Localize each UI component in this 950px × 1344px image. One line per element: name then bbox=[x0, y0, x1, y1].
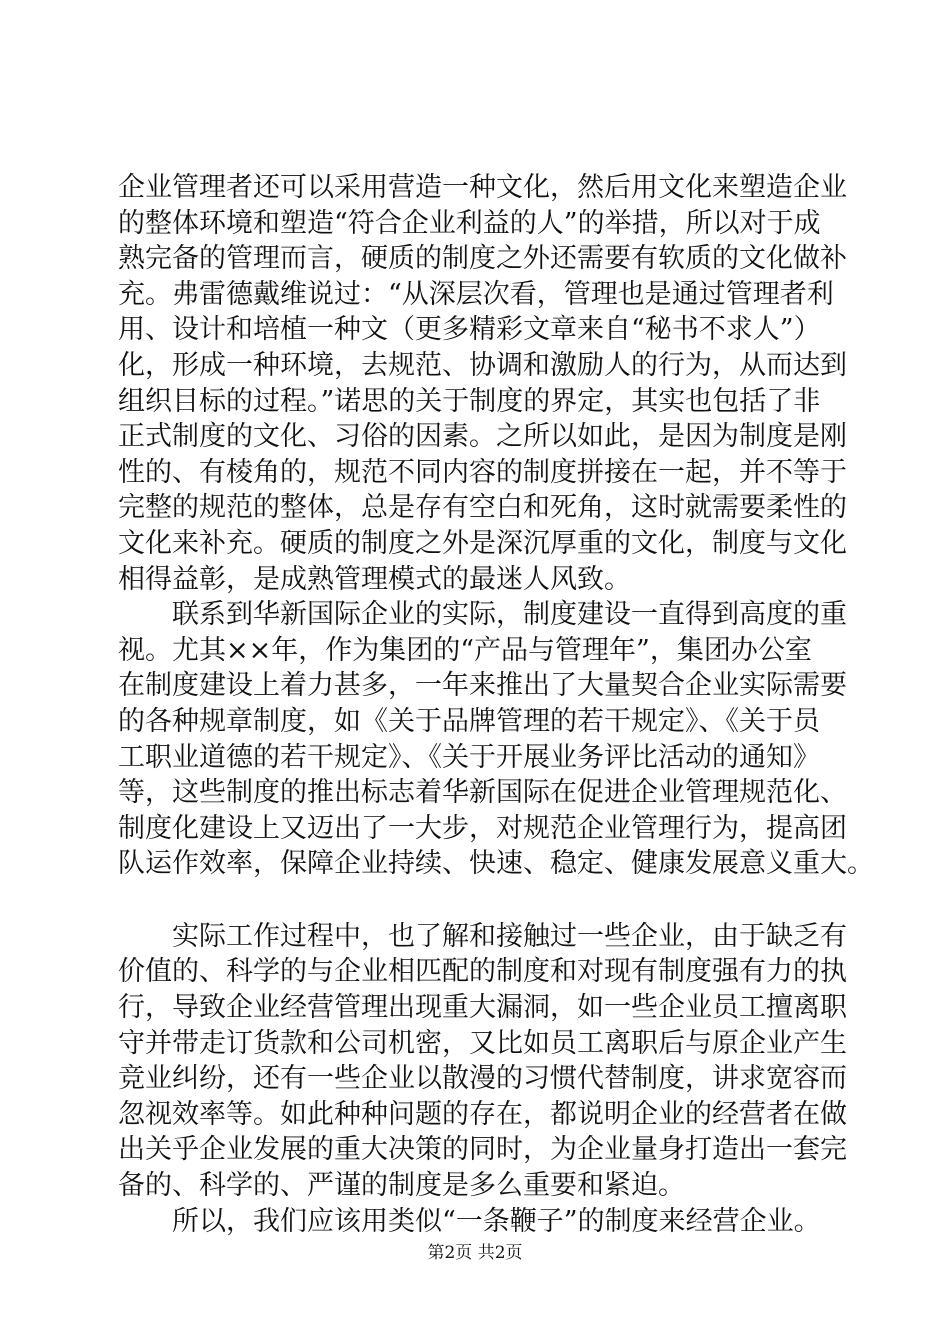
document-body bbox=[118, 170, 874, 1239]
text-line: 性的、有棱角的，规范不同内容的制度拼接在一起，并不等于 bbox=[118, 456, 847, 488]
text-line: 在制度建设上着力甚多，一年来推出了大量契合企业实际需要 bbox=[118, 670, 847, 702]
text-line: 等，这些制度的推出标志着华新国际在促进企业管理规范化、 bbox=[118, 777, 847, 809]
text-line: 队运作效率，保障企业持续、快速、稳定、健康发展意义重大。 bbox=[118, 848, 874, 880]
text-line: 价值的、科学的与企业相匹配的制度和对现有制度强有力的执 bbox=[118, 956, 847, 988]
text-line: 守并带走订货款和公司机密，又比如员工离职后与原企业产生 bbox=[118, 1027, 847, 1059]
text-line: 行，导致企业经营管理出现重大漏洞，如一些企业员工擅离职 bbox=[118, 992, 847, 1024]
text-line: 的各种规章制度，如《关于品牌管理的若干规定》、《关于员 bbox=[118, 705, 820, 737]
text-line: 制度化建设上又迈出了一大步，对规范企业管理行为，提高团 bbox=[118, 812, 847, 844]
text-line: 相得益彰，是成熟管理模式的最迷人风致。 bbox=[118, 563, 631, 595]
text-line: 实际工作过程中，也了解和接触过一些企业，由于缺乏有 bbox=[118, 920, 847, 952]
paragraph-gap bbox=[118, 882, 838, 919]
text-line: 熟完备的管理而言，硬质的制度之外还需要有软质的文化做补 bbox=[118, 243, 847, 275]
text-line: 文化来补充。硬质的制度之外是深沉厚重的文化，制度与文化 bbox=[118, 527, 847, 559]
text-line: 组织目标的过程。”诺思的关于制度的界定，其实也包括了非 bbox=[118, 385, 821, 417]
text-line: 出关乎企业发展的重大决策的同时，为企业量身打造出一套完 bbox=[118, 1134, 847, 1166]
page-number-footer: 第2页 共2页 bbox=[427, 1243, 523, 1263]
text-line: 竞业纠纷，还有一些企业以散漫的习惯代替制度，讲求宽容而 bbox=[118, 1063, 847, 1095]
text-line: 工职业道德的若干规定》、《关于开展业务评比活动的通知》 bbox=[118, 741, 820, 773]
text-line: 企业管理者还可以采用营造一种文化，然后用文化来塑造企业 bbox=[118, 172, 847, 203]
text-line: 视。尤其××年，作为集团的“产品与管理年”，集团办公室 bbox=[118, 634, 812, 666]
text-line: 联系到华新国际企业的实际，制度建设一直得到高度的重 bbox=[118, 599, 847, 631]
text-line: 完整的规范的整体，总是存有空白和死角，这时就需要柔性的 bbox=[118, 492, 847, 524]
text-line: 化，形成一种环境，去规范、协调和激励人的行为，从而达到 bbox=[118, 349, 847, 381]
text-line: 备的、科学的、严谨的制度是多么重要和紧迫。 bbox=[118, 1170, 685, 1202]
text-line: 正式制度的文化、习俗的因素。之所以如此，是因为制度是刚 bbox=[118, 421, 847, 453]
text-line: 的整体环境和塑造“符合企业利益的人”的举措，所以对于成 bbox=[118, 207, 821, 239]
text-line: 充。弗雷德戴维说过：“从深层次看，管理也是通过管理者利 bbox=[118, 278, 834, 310]
text-line: 所以，我们应该用类似“一条鞭子”的制度来经营企业。 bbox=[118, 1205, 821, 1237]
text-line: 忽视效率等。如此种种问题的存在，都说明企业的经营者在做 bbox=[118, 1098, 847, 1130]
text-line: 用、设计和培植一种文（更多精彩文章来自“秘书不求人”） bbox=[118, 314, 821, 346]
